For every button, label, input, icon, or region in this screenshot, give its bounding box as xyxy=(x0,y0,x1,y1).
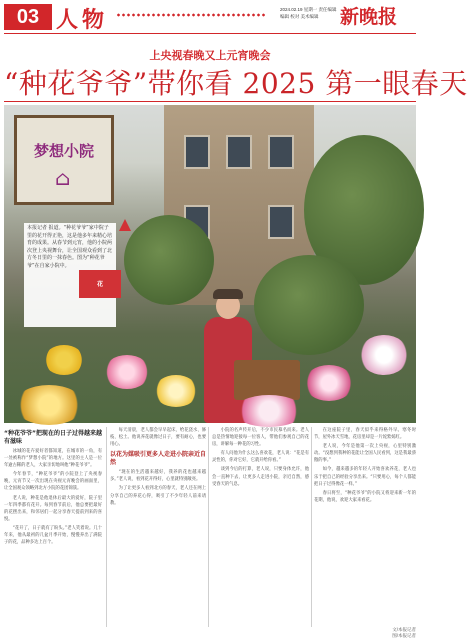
paragraph: “现在的生活越来越好，我养的花也越来越多。”老人说，看到花开得好，心里就特别敞亮。 xyxy=(110,470,206,483)
article-body xyxy=(4,427,416,632)
window xyxy=(268,205,294,239)
page-number: 03 xyxy=(4,4,52,30)
paragraph: 如今，越来越多的年轻人开始喜欢养花，老人也乐于把自己的经验分享出来。“只要用心，每个人都能把日子过得像花一样。” xyxy=(314,467,416,487)
paragraph: 今年春节，“种花爷爷”的小院登上了央视春晚，元宵节又一次出现在央视元宵晚会的画面里，让全国观众领略到北方小院的花团锦簇。 xyxy=(4,472,102,492)
flower-badge-icon xyxy=(118,217,132,231)
byline xyxy=(330,627,416,639)
window xyxy=(184,135,210,169)
white-flowers xyxy=(359,335,409,375)
paragraph: 谈到今后的打算，老人说，只要身体允许，他会一直种下去，让更多人走进小院，亲近自然，感受春天的气息。 xyxy=(212,467,309,487)
house-icon: ⌂ xyxy=(55,166,71,190)
paragraph: 有人问他为什么这么喜欢花，老人说：“花是有灵性的，你对它好，它就开给你看。” xyxy=(212,451,309,464)
red-signboard: 花 xyxy=(79,270,121,298)
yellow-flowers xyxy=(154,375,198,407)
window xyxy=(226,135,252,169)
photo-credit: 图/本报记者 xyxy=(392,633,416,638)
headline-rule xyxy=(4,101,416,102)
yellow-flowers xyxy=(14,385,84,425)
courtyard-sign xyxy=(14,115,114,205)
yellow-flowers xyxy=(44,345,84,375)
dateline-line-1: 2024.02.19 星期一 责任编辑 xyxy=(280,7,337,12)
paragraph: 小院的名声传开后，不少市民慕名而来。老人总是热情地迎接每一位客人，带他们参观自己的花房，讲解每一种花的习性。 xyxy=(212,428,309,448)
dateline xyxy=(280,6,337,20)
section-title: 人物 xyxy=(56,7,109,33)
shrub xyxy=(254,255,364,355)
cap xyxy=(213,289,243,299)
window xyxy=(268,135,294,169)
paragraph: 每天清晨，老人都会早早起床，给花浇水、修枝、松土。他说养花就像过日子，要有耐心，也要用心。 xyxy=(110,428,206,448)
subhead-2: 以花为媒吸引更多人走进小院亲近自然 xyxy=(110,451,207,467)
column-1 xyxy=(4,427,102,632)
byline-text: 文/本报记者 xyxy=(392,627,416,632)
masthead xyxy=(340,2,397,29)
subhead-1: “种花爷爷”把现在的日子过得越来越有滋味 xyxy=(4,430,102,445)
paragraph: 老人说，今年是他第一次上央视，心里特别激动。“没想到我种的花能让全国人民看到，这是我最骄傲的事。” xyxy=(314,444,416,464)
paragraph: 为了让更多人看到北方的春天，老人还在网上分享自己的养花心得，吸引了不少年轻人前来请教。 xyxy=(110,486,206,506)
tree xyxy=(124,215,214,305)
paragraph: “花开了，日子就有了盼头。”老人笑着说。几十年来，他从最初的几盆月季开始，慢慢养出了满院子的花，品种多达上百个。 xyxy=(4,525,102,546)
photo-caption: 本报记者 报道。“种花爷爷”家中院子里的花开得正艳，这是他多年来精心培育的成果。从春节到元宵，他的小院两次登上央视舞台，让全国观众看到了北方冬日里的一抹春色。图为“种花爷爷”在自家小院中。 xyxy=(24,223,116,327)
dateline-line-2: 编辑 校对 美术编辑 xyxy=(280,14,319,19)
paragraph: 在这座院子里，春天似乎来得格外早。寒冬时节，屋外冰天雪地，花房里却是一片姹紫嫣红。 xyxy=(314,428,416,441)
headline: “种花爷爷”带你看 2025 第一眼春天 xyxy=(4,67,468,100)
paragraph: 春日将至，“种花爷爷”的小院又将迎来新一年的花期，他说，欢迎大家来看花。 xyxy=(314,490,416,503)
kicker: 上央视春晚又上元宵晚会 xyxy=(149,49,271,62)
header-rule xyxy=(4,33,416,34)
pink-flowers xyxy=(104,355,150,389)
pink-flowers xyxy=(304,365,354,401)
paragraph: 冰城的花卉爱好者都知道，在城市的一角，有一处被称作“梦想小院”的地方。这里的主人是一位年逾古稀的老人，大家亲切地叫他“种花爷爷”。 xyxy=(4,449,102,469)
column-2 xyxy=(110,427,206,632)
feature-photo xyxy=(4,105,416,423)
column-4 xyxy=(314,427,416,632)
paragraph: 老人说，种花是他退休后最大的爱好，院子里一年四季都有花开。每到春节前后，他总要把最好的花摆出来，和邻居们一起分享春天提前到来的喜悦。 xyxy=(4,495,102,522)
sign-title: 梦想小院 xyxy=(33,142,94,160)
flower-cart xyxy=(234,360,300,400)
column-3 xyxy=(212,427,309,632)
header-dot-ornament xyxy=(116,12,266,18)
masthead-title: 新晚报 xyxy=(340,6,398,28)
pink-flowers xyxy=(234,395,304,427)
